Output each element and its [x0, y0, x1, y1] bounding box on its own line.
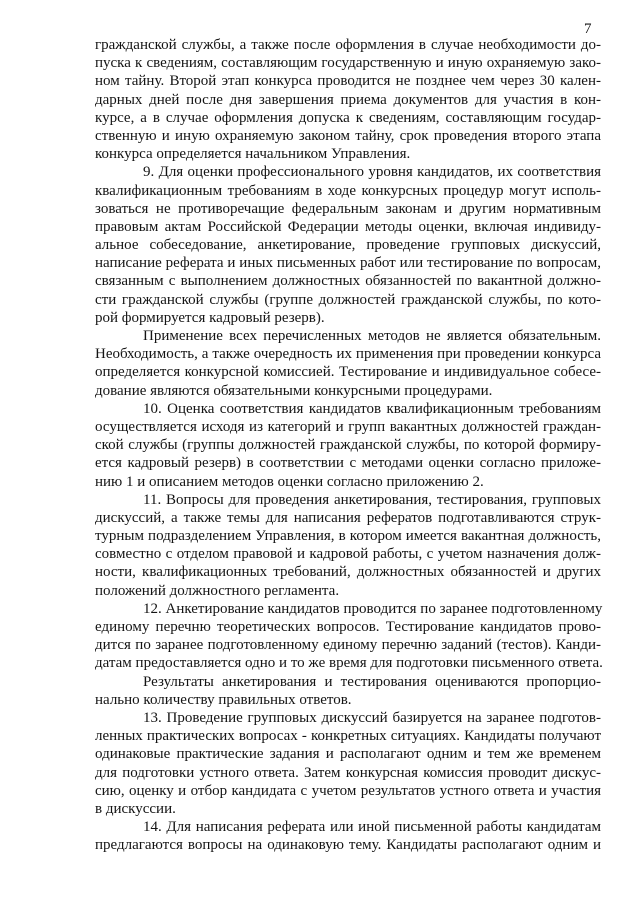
text-line: 9. Для оценки профессионального уровня кандидатов, их соответствия [143, 164, 601, 181]
text-line: квалификационным требованиям в ходе конкурсных процедур могут исполь- [95, 182, 601, 199]
text-line: 10. Оценка соответствия кандидатов квалификационным требованиям [143, 400, 601, 417]
text-line: дарных дней после дня завершения приема документов для участия в кон- [95, 91, 601, 108]
text-line: курсе, а в случае оформления допуска к сведениям, составляющим государ- [95, 109, 601, 126]
text-line: 11. Вопросы для проведения анкетирования, тестирования, групповых [143, 491, 601, 508]
text-line: рой формируется кадровый резерв). [95, 309, 325, 326]
text-line: осуществляется исходя из категорий и групп вакантных должностей граждан- [95, 418, 601, 435]
text-line: предлагаются вопросы на одинаковую тему. Кандидаты располагают одним и [95, 837, 601, 854]
text-line: альное собеседование, анкетирование, проведение групповых дискуссий, [95, 237, 601, 254]
document-body-text [95, 36, 601, 854]
page-number: 7 [584, 21, 592, 37]
text-line: правовым актам Российской Федерации методы оценки, включая индивиду- [95, 218, 601, 235]
text-line: ской службы (группы должностей гражданской службы, по которой формиру- [95, 437, 601, 454]
text-line: совместно с отделом правовой и кадровой работы, с учетом назначения долж- [95, 546, 601, 563]
text-line: зоваться не противоречащие федеральным законам и другим нормативным [95, 200, 601, 217]
text-line: ленных практических вопросах - конкретных ситуациях. Кандидаты получают [95, 728, 601, 745]
text-line: пуска к сведениям, составляющим государственную и иную охраняемую зако- [95, 55, 601, 72]
text-line: дискуссий, а также темы для написания рефератов подготавливаются струк- [95, 509, 601, 526]
text-line: турным подразделением Управления, в котором имеется вакантная должность, [95, 528, 601, 545]
text-line: Необходимость, а также очередность их применения при проведении конкурса [95, 346, 601, 363]
text-line: дится по заранее подготовленному единому перечню заданий (тестов). Канди- [95, 637, 601, 654]
text-line: одинаковые практические задания и располагают одним и тем же временем [95, 746, 601, 763]
text-line: связанным с выполнением должностных обязанностей по вакантной должно- [95, 273, 601, 290]
text-line: Применение всех перечисленных методов не является обязательным. [143, 328, 601, 344]
text-line: 14. Для написания реферата или иной письменной работы кандидатам [143, 819, 601, 836]
text-line: ном тайну. Второй этап конкурса проводится не позднее чем через 30 кален- [95, 73, 601, 90]
text-line: гражданской службы, а также после оформления в случае необходимости до- [95, 37, 601, 53]
text-line: нию 1 и описанием методов оценки согласно приложению 2. [95, 473, 484, 490]
text-line: написание реферата и иных письменных работ или тестирование по вопросам, [95, 255, 601, 272]
text-line: 12. Анкетирование кандидатов проводится по заранее подготовленному [143, 600, 603, 617]
text-line: сию, оценку и отбор кандидата с учетом результатов устного ответа и участия [95, 782, 601, 799]
text-line: нально количеству правильных ответов. [95, 691, 352, 708]
text-line: определяется конкурсной комиссией. Тестирование и индивидуальное собесе- [95, 364, 601, 381]
text-line: для подготовки устного ответа. Затем конкурсная комиссия проводит дискус- [95, 764, 601, 781]
text-line: дование являются обязательными конкурсными процедурами. [95, 382, 493, 399]
text-line: ственную и иную охраняемую законом тайну, срок проведения второго этапа [95, 127, 601, 144]
text-line: сти гражданской службы (группе должностей гражданской службы, по кото- [95, 291, 601, 308]
text-line: положений должностного регламента. [95, 582, 340, 599]
text-line: датам предоставляется одно и то же время для подготовки письменного ответа. [95, 655, 603, 672]
text-line: единому перечню теоретических вопросов. Тестирование кандидатов прово- [95, 619, 601, 635]
text-line: в дискуссии. [95, 800, 176, 817]
text-line: 13. Проведение групповых дискуссий базируется на заранее подготов- [143, 709, 601, 726]
text-line: конкурса определяется начальником Управления. [95, 146, 411, 163]
text-line: ности, квалификационных требований, должностных обязанностей и других [95, 564, 601, 581]
text-line: Результаты анкетирования и тестирования оцениваются пропорцио- [143, 673, 601, 690]
text-line: ется кадровый резерв) в соответствии с методами оценки согласно приложе- [95, 455, 601, 472]
